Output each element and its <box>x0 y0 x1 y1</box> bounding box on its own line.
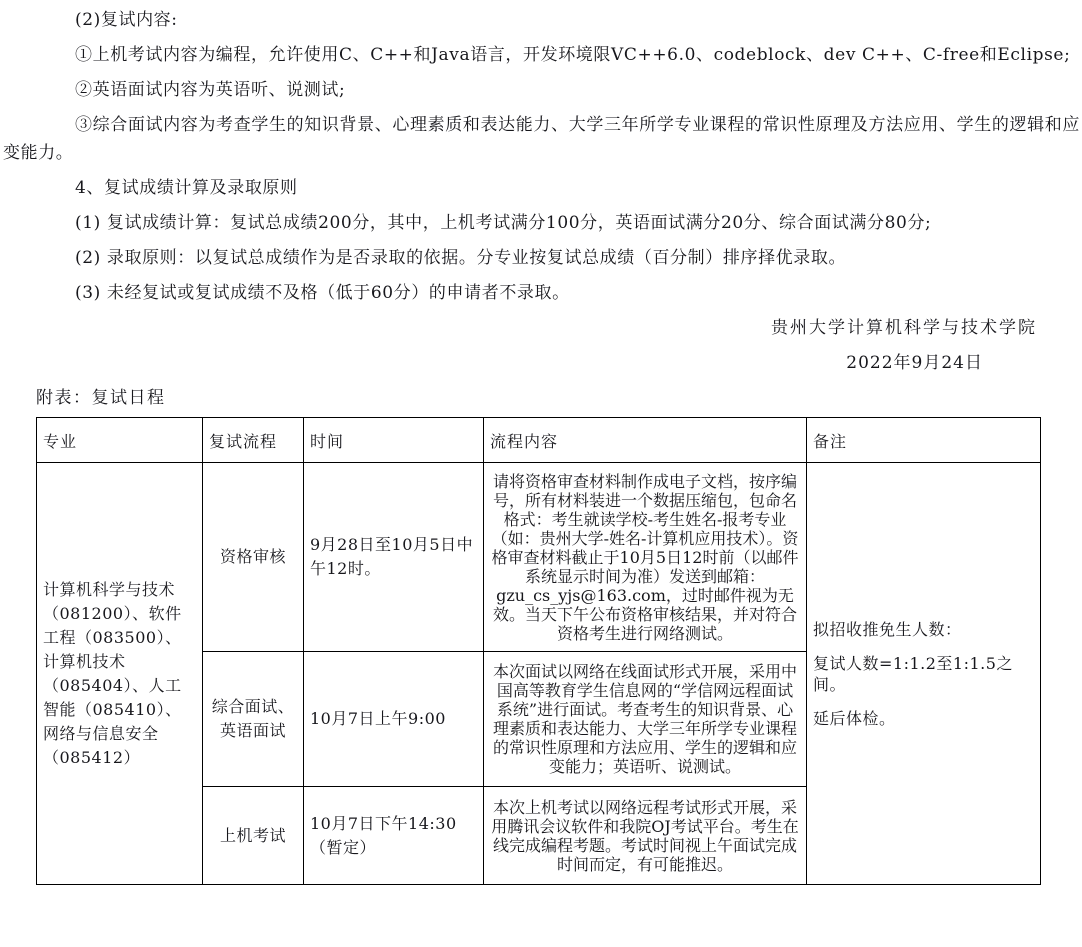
section-heading-score-rules: 4、复试成绩计算及录取原则 <box>75 178 298 198</box>
remark-line-quota: 拟招收推免生人数： <box>813 619 962 639</box>
cell-time-interview: 10月7日上午9:00 <box>304 652 484 787</box>
table-header-row <box>37 418 1041 463</box>
cell-process-qualification: 资格审核 <box>203 463 304 652</box>
cell-content-qualification: 请将资格审查材料制作成电子文档，按序编号，所有材料装进一个数据压缩包，包命名格式：考生就读学校-考生姓名-报考专业（如：贵州大学-姓名-计算机应用技术）。资格审查材料截止于10月5日12时前（以邮件系统显示时间为准）发送到邮箱：gzu_cs_yjs@163.com，过时邮件视为无效。当天下午公布资格审核结果，并对符合资格考生进行网络测试。 <box>484 463 807 652</box>
cell-content-interview: 本次面试以网络在线面试形式开展，采用中国高等教育学生信息网的“学信网远程面试系统”进行面试。考查考生的知识背景、心理素质和表达能力、大学三年所学专业课程的常识性原理和方法应用、学生的逻辑和应变能力；英语听、说测试。 <box>484 652 807 787</box>
cell-major-list: 计算机科学与技术（081200）、软件工程（083500）、计算机技术（085404）、人工智能（085410）、网络与信息安全（085412） <box>37 463 203 885</box>
column-header-process: 复试流程 <box>203 418 304 463</box>
column-header-content: 流程内容 <box>484 418 807 463</box>
paragraph-english-interview: ②英语面试内容为英语听、说测试; <box>75 80 346 100</box>
column-header-remark: 备注 <box>807 418 1041 463</box>
paragraph-retest-content-label: (2)复试内容: <box>75 10 178 30</box>
signature-date: 2022年9月24日 <box>846 353 983 373</box>
cell-remark <box>807 463 1041 885</box>
column-header-time: 时间 <box>304 418 484 463</box>
remark-line-physical: 延后体检。 <box>813 708 896 728</box>
cell-time-qualification: 9月28日至10月5日中午12时。 <box>304 463 484 652</box>
remark-line-ratio: 复试人数=1:1.2至1:1.5之间。 <box>813 653 1013 694</box>
paragraph-comprehensive-interview: ③综合面试内容为考查学生的知识背景、心理素质和表达能力、大学三年所学专业课程的常识性原理及方法应用、学生的逻辑和应变能力。 <box>3 115 1080 163</box>
table-row-qualification <box>37 463 1041 652</box>
cell-content-machine-exam: 本次上机考试以网络远程考试形式开展，采用腾讯会议软件和我院OJ考试平台。考生在线完成编程考题。考试时间视上午面试完成时间而定，有可能推迟。 <box>484 787 807 885</box>
paragraph-fail-rule: (3) 未经复试或复试成绩不及格（低于60分）的申请者不录取。 <box>75 283 570 303</box>
cell-process-interview: 综合面试、英语面试 <box>203 652 304 787</box>
table-caption: 附表：复试日程 <box>36 388 166 408</box>
paragraph-score-calculation: (1) 复试成绩计算：复试总成绩200分，其中，上机考试满分100分，英语面试满分20分、综合面试满分80分; <box>75 213 932 233</box>
paragraph-machine-exam: ①上机考试内容为编程，允许使用C、C++和Java语言，开发环境限VC++6.0、codeblock、dev C++、C-free和Eclipse; <box>75 45 1071 65</box>
retest-schedule-table <box>36 417 1041 885</box>
paragraph-admission-principle: (2) 录取原则：以复试总成绩作为是否录取的依据。分专业按复试总成绩（百分制）排序择优录取。 <box>75 248 847 268</box>
column-header-major: 专业 <box>37 418 203 463</box>
cell-time-machine-exam: 10月7日下午14:30（暂定） <box>304 787 484 885</box>
signature-institution: 贵州大学计算机科学与技术学院 <box>771 318 1037 338</box>
cell-process-machine-exam: 上机考试 <box>203 787 304 885</box>
